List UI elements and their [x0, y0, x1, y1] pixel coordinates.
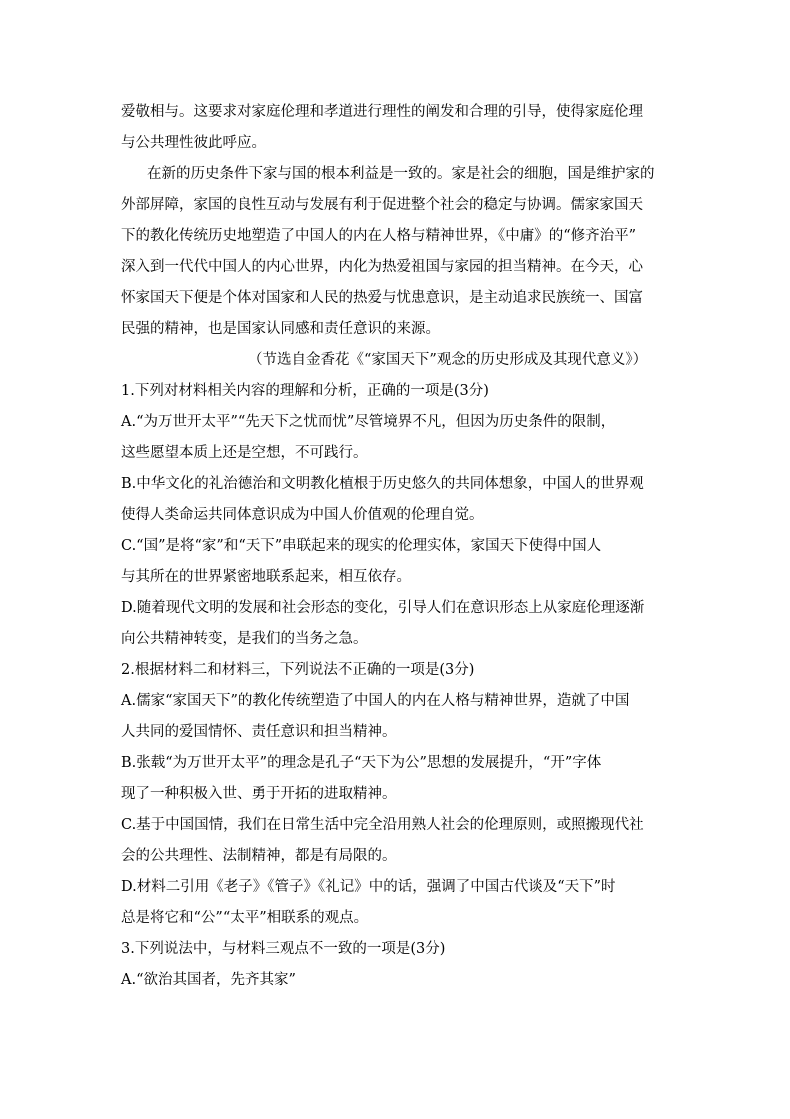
text-line: 外部屏障，家国的良性互动与发展有利于促进整个社会的稳定与协调。儒家家国天 — [121, 197, 643, 213]
text-line: 深入到一代代中国人的内心世界，内化为热爱祖国与家园的担当精神。在今天，心 — [121, 259, 643, 275]
text-line: 使得人类命运共同体意识成为中国人价值观的伦理自觉。 — [121, 507, 484, 523]
option-3a: A.“欲治其国者，先齐其家” — [121, 972, 296, 988]
question-2: 2.根据材料二和材料三，下列说法不正确的一项是(3分) — [121, 662, 475, 678]
text-line: 向公共精神转变，是我们的当务之急。 — [121, 631, 368, 647]
option-1d: D.随着现代文明的发展和社会形态的变化，引导人们在意识形态上从家庭伦理逐渐 — [121, 600, 645, 616]
text-line: 这些愿望本质上还是空想，不可践行。 — [121, 445, 368, 461]
text-line: 爱敬相与。这要求对家庭伦理和孝道进行理性的阐发和合理的引导，使得家庭伦理 — [121, 104, 643, 120]
option-2c: C.基于中国国情，我们在日常生活中完全沿用熟人社会的伦理原则，或照搬现代社 — [121, 817, 644, 833]
text-line: 民强的精神，也是国家认同感和责任意识的来源。 — [121, 321, 440, 337]
option-1c: C.“国”是将“家”和“天下”串联起来的现实的伦理实体，家国天下使得中国人 — [121, 538, 602, 554]
text-line: 总是将它和“公”“太平”相联系的观点。 — [121, 910, 369, 926]
paragraph-first-line: 在新的历史条件下家与国的根本利益是一致的。家是社会的细胞，国是维护家的 — [147, 166, 655, 182]
text-line: 下的教化传统历史地塑造了中国人的内在人格与精神世界，《中庸》的“修齐治平” — [121, 228, 637, 244]
question-1: 1.下列对材料相关内容的理解和分析，正确的一项是(3分) — [121, 383, 489, 399]
text-line: 会的公共理性、法制精神，都是有局限的。 — [121, 848, 397, 864]
option-2d: D.材料二引用《老子》《管子》《礼记》中的话，强调了中国古代谈及“天下”时 — [121, 879, 616, 895]
option-1b: B.中华文化的礼治德治和文明教化植根于历史悠久的共同体想象，中国人的世界观 — [121, 476, 644, 492]
text-line: 与其所在的世界紧密地联系起来，相互依存。 — [121, 569, 411, 585]
option-2b: B.张载“为万世开太平”的理念是孔子“天下为公”思想的发展提升，“开”字体 — [121, 755, 602, 771]
option-1a: A.“为万世开太平”“先天下之忧而忧”尽管境界不凡，但因为历史条件的限制， — [121, 414, 616, 430]
question-3: 3.下列说法中，与材料三观点不一致的一项是(3分) — [121, 941, 446, 957]
text-line: 现了一种积极入世、勇于开拓的进取精神。 — [121, 786, 397, 802]
text-line: 人共同的爱国情怀、责任意识和担当精神。 — [121, 724, 397, 740]
text-line: 怀家国天下便是个体对国家和人民的热爱与忧患意识，是主动追求民族统一、国富 — [121, 290, 643, 306]
source-citation: （节选自金香花《“家国天下”观念的历史形成及其现代意义》） — [248, 352, 648, 368]
text-line: 与公共理性彼此呼应。 — [121, 135, 266, 151]
option-2a: A.儒家“家国天下”的教化传统塑造了中国人的内在人格与精神世界，造就了中国 — [121, 693, 630, 709]
